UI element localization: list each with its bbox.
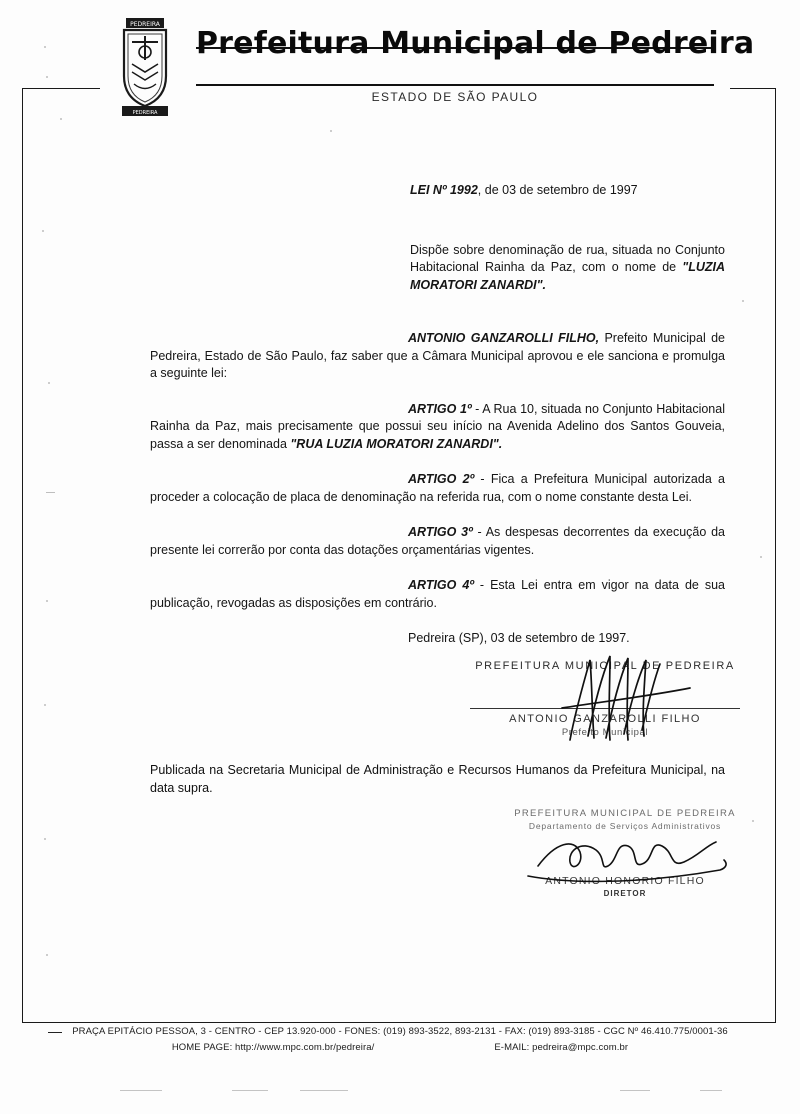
stamp-director-role: DIRETOR xyxy=(603,889,647,898)
article-1-text: - A Rua 10, situada no Conjunto Habitacional Rainha da Paz, mais precisamente que possui seu início na Avenida Adelino dos Santos Gouveia, passa a ser denominada xyxy=(150,401,725,451)
article-1-street-name: "RUA LUZIA MORATORI ZANARDI". xyxy=(290,436,503,451)
ementa-paragraph xyxy=(410,242,725,295)
article-3-label: ARTIGO 3º xyxy=(408,525,473,539)
footer-email[interactable]: E-MAIL: pedreira@mpc.com.br xyxy=(494,1042,629,1053)
signature-rule xyxy=(470,708,740,709)
signature-office-label: PREFEITURA MUNICIPAL DE PEDREIRA xyxy=(475,660,735,672)
mayor-signature-block xyxy=(470,660,740,738)
law-date: , de 03 de setembro de 1997 xyxy=(477,183,638,197)
preamble-text: Prefeito Municipal de Pedreira, Estado de São Paulo, faz saber que a Câmara Municipal aprovou e ele sanciona e promulga a seguinte lei: xyxy=(150,331,725,380)
preamble-paragraph xyxy=(150,330,725,383)
stamp-line-1: PREFEITURA MUNICIPAL DE PEDREIRA xyxy=(514,808,736,819)
scan-speckle xyxy=(620,1090,650,1091)
scan-speckle xyxy=(44,46,46,48)
scan-speckle xyxy=(700,1090,722,1091)
state-subtitle: ESTADO DE SÃO PAULO xyxy=(371,90,539,104)
scan-speckle xyxy=(46,76,48,78)
article-1-label: ARTIGO 1º xyxy=(408,401,472,416)
mayor-name-inline: ANTONIO GANZAROLLI FILHO, xyxy=(408,331,600,345)
stamp-director-name: ANTONIO HONORIO FILHO xyxy=(545,875,705,887)
stamp-line-2: Departamento de Serviços Administrativos xyxy=(528,821,722,831)
article-4-paragraph xyxy=(150,577,725,612)
svg-text:PEDREIRA: PEDREIRA xyxy=(132,110,158,116)
article-3-text: - As despesas decorrentes da execução da presente lei correrão por conta das dotações orçamentárias vigentes. xyxy=(150,525,725,557)
footer-address: PRAÇA EPITÁCIO PESSOA, 3 - CENTRO - CEP 13.920-000 - FONES: (019) 893-3522, 893-2131 - FAX: (019) 893-3185 - CGC Nº 46.410.775/0001-36 xyxy=(72,1026,728,1037)
law-number: LEI Nº 1992 xyxy=(410,183,478,197)
ementa-text: Dispõe sobre denominação de rua, situada no Conjunto Habitacional Rainha da Paz, com o nome de xyxy=(410,242,725,274)
ementa-street-name: "LUZIA MORATORI ZANARDI". xyxy=(410,260,725,292)
publication-note: Publicada na Secretaria Municipal de Administração e Recursos Humanos da Prefeitura Municipal, na data supra. xyxy=(150,763,725,795)
page-footer xyxy=(0,1024,800,1055)
article-4-label: ARTIGO 4º xyxy=(408,578,474,592)
department-stamp-block xyxy=(500,808,750,898)
signature-role: Prefeito Municipal xyxy=(561,727,649,738)
article-4-text: - Esta Lei entra em vigor na data de sua publicação, revogadas as disposições em contrário. xyxy=(150,578,726,610)
article-2-label: ARTIGO 2º xyxy=(408,472,475,486)
place-and-date: Pedreira (SP), 03 de setembro de 1997. xyxy=(408,631,630,645)
svg-text:PEDREIRA: PEDREIRA xyxy=(130,21,160,28)
signature-name: ANTONIO GANZAROLLI FILHO xyxy=(509,713,701,725)
title-rule-bottom xyxy=(196,84,714,86)
article-2-text: - Fica a Prefeitura Municipal autorizada a proceder a colocação de placa de denominação na referida rua, com o nome constante desta Lei. xyxy=(150,472,725,504)
article-1-paragraph xyxy=(150,401,725,454)
page-title: Prefeitura Municipal de Pedreira xyxy=(196,26,755,61)
footer-homepage[interactable]: HOME PAGE: http://www.mpc.com.br/pedreira/ xyxy=(171,1042,375,1053)
law-number-line xyxy=(410,182,725,200)
article-2-paragraph xyxy=(150,471,725,506)
scan-speckle xyxy=(120,1090,162,1091)
coat-of-arms-icon xyxy=(112,8,178,120)
scan-speckle xyxy=(232,1090,268,1091)
scan-speckle xyxy=(300,1090,348,1091)
article-3-paragraph xyxy=(150,524,725,559)
document-body xyxy=(150,182,725,648)
